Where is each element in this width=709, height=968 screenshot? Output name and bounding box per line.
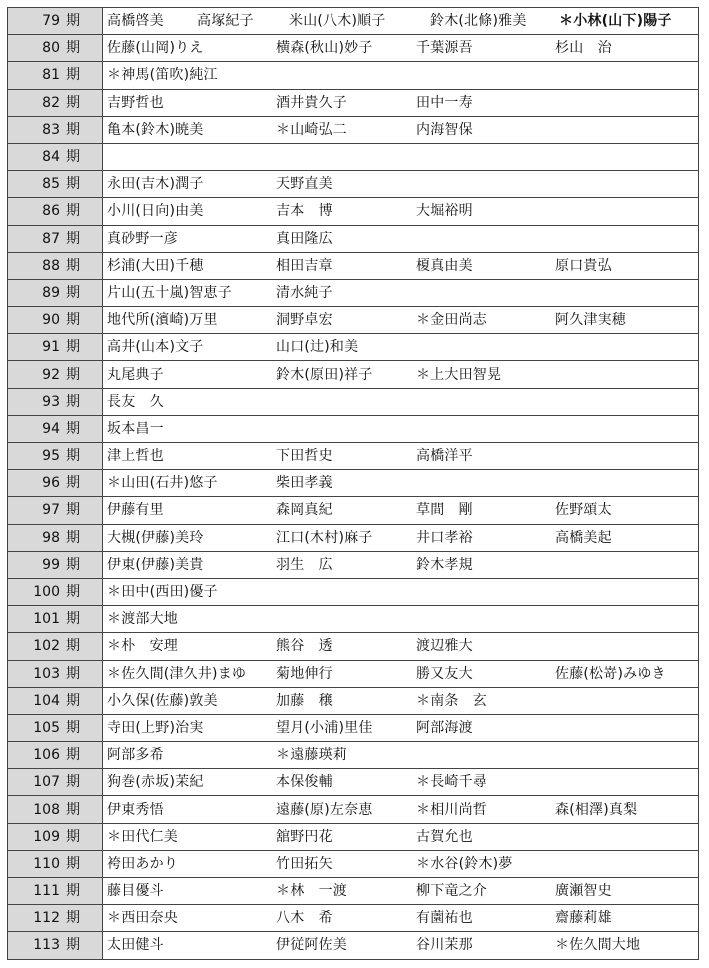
- member-name: 山口(辻)和美: [276, 339, 359, 356]
- period-number: 90: [42, 312, 60, 329]
- names-cell: [103, 443, 699, 470]
- period-number: 108: [33, 801, 60, 818]
- period-number: 101: [33, 611, 60, 628]
- names-cell: [103, 714, 699, 741]
- names-cell: [103, 171, 699, 198]
- table-row: [8, 198, 699, 225]
- member-table-body: [8, 8, 699, 960]
- member-name: ＊佐久間大地: [555, 937, 641, 954]
- names-cell: [103, 8, 699, 35]
- member-name: 井口孝裕: [416, 529, 473, 546]
- period-number: 86: [42, 203, 60, 220]
- member-name: 羽生 広: [276, 556, 333, 573]
- period-suffix: 期: [66, 774, 80, 791]
- table-row: [8, 89, 699, 116]
- period-number: 88: [42, 257, 60, 274]
- period-cell: [8, 443, 103, 470]
- period-cell: [8, 687, 103, 714]
- member-name-highlighted: ＊小林(山下)陽子: [559, 13, 672, 30]
- names-cell: [103, 307, 699, 334]
- table-row: [8, 578, 699, 605]
- table-row: [8, 606, 699, 633]
- period-suffix: 期: [66, 339, 80, 356]
- member-name: 伊藤有里: [107, 502, 164, 519]
- member-name: ＊田代仁美: [107, 828, 178, 845]
- member-name: 真田隆広: [276, 230, 333, 247]
- period-suffix: 期: [66, 584, 80, 601]
- period-suffix: 期: [66, 366, 80, 383]
- member-name: 谷川茉那: [416, 937, 473, 954]
- table-row: [8, 660, 699, 687]
- period-suffix: 期: [66, 448, 80, 465]
- table-row: [8, 62, 699, 89]
- member-name: 佐野頌太: [555, 502, 612, 519]
- member-name: 丸尾典子: [107, 366, 164, 383]
- member-name: 杉浦(大田)千穂: [107, 257, 204, 274]
- names-cell: [103, 551, 699, 578]
- period-cell: [8, 470, 103, 497]
- member-name: ＊神馬(笛吹)純江: [107, 67, 218, 84]
- member-name: ＊佐久間(津久井)まゆ: [107, 665, 247, 682]
- period-number: 98: [42, 529, 60, 546]
- period-cell: [8, 578, 103, 605]
- member-name: 坂本昌一: [107, 420, 164, 437]
- period-number: 109: [33, 828, 60, 845]
- member-name: 渡辺雅大: [416, 638, 473, 655]
- period-cell: [8, 89, 103, 116]
- member-name: ＊上大田智晃: [416, 366, 502, 383]
- period-number: 80: [42, 40, 60, 57]
- period-cell: [8, 551, 103, 578]
- member-name: 清水純子: [276, 284, 333, 301]
- table-row: [8, 714, 699, 741]
- period-number: 112: [33, 910, 60, 927]
- member-name: 鈴木(北條)雅美: [430, 13, 527, 30]
- table-row: [8, 279, 699, 306]
- member-name: 勝又友大: [416, 665, 473, 682]
- period-suffix: 期: [66, 828, 80, 845]
- period-cell: [8, 714, 103, 741]
- period-number: 93: [42, 393, 60, 410]
- member-name: 柴田孝義: [276, 475, 333, 492]
- member-name: ＊朴 安理: [107, 638, 178, 655]
- period-cell: [8, 334, 103, 361]
- member-name: 天野直美: [276, 176, 333, 193]
- names-cell: [103, 524, 699, 551]
- period-cell: [8, 8, 103, 35]
- names-cell: [103, 742, 699, 769]
- names-cell: [103, 633, 699, 660]
- period-cell: [8, 252, 103, 279]
- member-name: 伊従阿佐美: [276, 937, 347, 954]
- period-cell: [8, 524, 103, 551]
- names-cell: [103, 35, 699, 62]
- member-name: 竹田拓矢: [276, 855, 333, 872]
- period-cell: [8, 388, 103, 415]
- member-name: 阿部海渡: [416, 719, 473, 736]
- names-cell: [103, 62, 699, 89]
- names-cell: [103, 361, 699, 388]
- member-name: 米山(八木)順子: [289, 13, 386, 30]
- period-cell: [8, 769, 103, 796]
- period-cell: [8, 497, 103, 524]
- period-cell: [8, 171, 103, 198]
- member-name: 横森(秋山)妙子: [276, 40, 373, 57]
- table-row: [8, 850, 699, 877]
- period-suffix: 期: [66, 529, 80, 546]
- period-number: 83: [42, 121, 60, 138]
- member-name: 鈴木孝規: [416, 556, 473, 573]
- member-name: 永田(吉木)潤子: [107, 176, 204, 193]
- period-suffix: 期: [66, 176, 80, 193]
- period-suffix: 期: [66, 502, 80, 519]
- period-suffix: 期: [66, 910, 80, 927]
- period-cell: [8, 905, 103, 932]
- table-row: [8, 388, 699, 415]
- member-name: ＊山崎弘二: [276, 121, 347, 138]
- member-name: 高橋洋平: [416, 448, 473, 465]
- member-name: ＊田中(西田)優子: [107, 584, 218, 601]
- member-name: 太田健斗: [107, 937, 164, 954]
- names-cell: [103, 470, 699, 497]
- member-name: 榎真由美: [416, 257, 473, 274]
- period-suffix: 期: [66, 94, 80, 111]
- period-suffix: 期: [66, 393, 80, 410]
- names-cell: [103, 823, 699, 850]
- period-number: 99: [42, 556, 60, 573]
- member-name: 長友 久: [107, 393, 164, 410]
- period-suffix: 期: [66, 883, 80, 900]
- period-cell: [8, 307, 103, 334]
- table-row: [8, 905, 699, 932]
- period-cell: [8, 361, 103, 388]
- period-suffix: 期: [66, 312, 80, 329]
- period-number: 87: [42, 230, 60, 247]
- table-row: [8, 769, 699, 796]
- period-cell: [8, 742, 103, 769]
- member-name: 洞野卓宏: [276, 312, 333, 329]
- table-row: [8, 878, 699, 905]
- member-name: 八木 希: [276, 910, 333, 927]
- period-suffix: 期: [66, 203, 80, 220]
- period-cell: [8, 932, 103, 959]
- table-row: [8, 225, 699, 252]
- names-cell: [103, 878, 699, 905]
- table-row: [8, 633, 699, 660]
- period-cell: [8, 415, 103, 442]
- period-cell: [8, 850, 103, 877]
- member-name: 伊東秀悟: [107, 801, 164, 818]
- names-cell: [103, 578, 699, 605]
- period-number: 113: [33, 937, 60, 954]
- table-row: [8, 415, 699, 442]
- period-suffix: 期: [66, 257, 80, 274]
- names-cell: [103, 606, 699, 633]
- member-name: 小川(日向)由美: [107, 203, 204, 220]
- member-name: ＊南条 玄: [416, 692, 487, 709]
- table-row: [8, 497, 699, 524]
- period-suffix: 期: [66, 611, 80, 628]
- table-row: [8, 116, 699, 143]
- names-cell: [103, 334, 699, 361]
- table-row: [8, 171, 699, 198]
- period-suffix: 期: [66, 692, 80, 709]
- period-cell: [8, 116, 103, 143]
- period-suffix: 期: [66, 556, 80, 573]
- table-row: [8, 143, 699, 170]
- member-name: 佐藤(松嵜)みゆき: [555, 665, 666, 682]
- period-number: 104: [33, 692, 60, 709]
- member-name: ＊相川尚哲: [416, 801, 487, 818]
- table-row: [8, 334, 699, 361]
- member-name: ＊山田(石井)悠子: [107, 475, 218, 492]
- period-cell: [8, 143, 103, 170]
- member-table-container: [7, 7, 699, 960]
- period-suffix: 期: [66, 937, 80, 954]
- names-cell: [103, 796, 699, 823]
- member-name: 寺田(上野)治実: [107, 719, 204, 736]
- member-name: 大堀裕明: [416, 203, 473, 220]
- period-suffix: 期: [66, 121, 80, 138]
- period-number: 84: [42, 149, 60, 166]
- period-cell: [8, 35, 103, 62]
- period-number: 85: [42, 176, 60, 193]
- names-cell: [103, 415, 699, 442]
- member-name: 阿部多希: [107, 747, 164, 764]
- member-name: ＊水谷(鈴木)夢: [416, 855, 513, 872]
- table-row: [8, 8, 699, 35]
- names-cell: [103, 89, 699, 116]
- names-cell: [103, 687, 699, 714]
- member-name: 田中一寿: [416, 94, 473, 111]
- names-cell: [103, 905, 699, 932]
- member-name: 草間 剛: [416, 502, 473, 519]
- names-cell: [103, 198, 699, 225]
- period-number: 100: [33, 584, 60, 601]
- table-row: [8, 823, 699, 850]
- period-suffix: 期: [66, 747, 80, 764]
- period-suffix: 期: [66, 284, 80, 301]
- period-suffix: 期: [66, 230, 80, 247]
- period-cell: [8, 606, 103, 633]
- table-row: [8, 307, 699, 334]
- member-name: 千葉源吾: [416, 40, 473, 57]
- member-name: 杉山 治: [555, 40, 612, 57]
- period-number: 97: [42, 502, 60, 519]
- names-cell: [103, 850, 699, 877]
- names-cell: [103, 252, 699, 279]
- names-cell: [103, 116, 699, 143]
- member-name: 本保俊輔: [276, 774, 333, 791]
- member-name: 遠藤(原)左奈恵: [276, 801, 373, 818]
- member-name: 江口(木村)麻子: [276, 529, 373, 546]
- member-name: 廣瀬智史: [555, 883, 612, 900]
- member-name: ＊西田奈央: [107, 910, 178, 927]
- period-number: 105: [33, 719, 60, 736]
- member-name: 高橋美起: [555, 529, 612, 546]
- names-cell: [103, 279, 699, 306]
- member-name: 高橋啓美: [107, 13, 164, 30]
- member-name: 森岡真紀: [276, 502, 333, 519]
- member-name: 熊谷 透: [276, 638, 333, 655]
- member-name: 鈴木(原田)祥子: [276, 366, 373, 383]
- period-number: 111: [33, 883, 60, 900]
- member-name: 吉本 博: [276, 203, 333, 220]
- member-name: 大槻(伊藤)美玲: [107, 529, 204, 546]
- member-name: 高塚紀子: [197, 13, 254, 30]
- period-number: 82: [42, 94, 60, 111]
- names-cell: [103, 660, 699, 687]
- table-row: [8, 551, 699, 578]
- names-cell: [103, 497, 699, 524]
- member-name: 舘野円花: [276, 828, 333, 845]
- table-row: [8, 796, 699, 823]
- names-cell: [103, 388, 699, 415]
- member-name: 原口貴弘: [555, 257, 612, 274]
- member-name: 望月(小浦)里佳: [276, 719, 373, 736]
- period-suffix: 期: [66, 149, 80, 166]
- period-number: 96: [42, 475, 60, 492]
- table-row: [8, 443, 699, 470]
- member-name: 高井(山本)文子: [107, 339, 204, 356]
- member-name: 亀本(鈴木)暁美: [107, 121, 204, 138]
- table-row: [8, 361, 699, 388]
- period-number: 102: [33, 638, 60, 655]
- period-suffix: 期: [66, 719, 80, 736]
- period-suffix: 期: [66, 13, 80, 30]
- member-name: 菊地伸行: [276, 665, 333, 682]
- period-cell: [8, 878, 103, 905]
- period-number: 89: [42, 284, 60, 301]
- member-name: 阿久津実穂: [555, 312, 626, 329]
- period-number: 95: [42, 448, 60, 465]
- period-number: 92: [42, 366, 60, 383]
- period-cell: [8, 660, 103, 687]
- period-suffix: 期: [66, 855, 80, 872]
- member-name: 森(相澤)真梨: [555, 801, 638, 818]
- table-row: [8, 524, 699, 551]
- period-cell: [8, 198, 103, 225]
- member-name: 下田哲史: [276, 448, 333, 465]
- member-name: 伊東(伊藤)美貴: [107, 556, 204, 573]
- period-cell: [8, 279, 103, 306]
- period-number: 106: [33, 747, 60, 764]
- period-suffix: 期: [66, 801, 80, 818]
- member-name: 佐藤(山岡)りえ: [107, 40, 204, 57]
- member-name: 吉野哲也: [107, 94, 164, 111]
- period-cell: [8, 823, 103, 850]
- period-suffix: 期: [66, 475, 80, 492]
- member-name: 片山(五十嵐)智恵子: [107, 284, 232, 301]
- period-number: 79: [42, 13, 60, 30]
- period-cell: [8, 62, 103, 89]
- member-table: [7, 7, 699, 960]
- member-name: 内海智保: [416, 121, 473, 138]
- member-name: ＊金田尚志: [416, 312, 487, 329]
- member-name: 齋藤莉雄: [555, 910, 612, 927]
- table-row: [8, 687, 699, 714]
- member-name: 狗巻(赤坂)茉紀: [107, 774, 204, 791]
- period-number: 81: [42, 67, 60, 84]
- member-name: ＊林 一渡: [276, 883, 347, 900]
- table-row: [8, 252, 699, 279]
- names-cell: [103, 143, 699, 170]
- member-name: 相田吉章: [276, 257, 333, 274]
- member-name: 加藤 穣: [276, 692, 333, 709]
- period-number: 110: [33, 855, 60, 872]
- period-number: 103: [33, 665, 60, 682]
- table-row: [8, 932, 699, 959]
- member-name: 小久保(佐藤)敦美: [107, 692, 218, 709]
- names-cell: [103, 932, 699, 959]
- period-cell: [8, 796, 103, 823]
- names-cell: [103, 225, 699, 252]
- table-row: [8, 742, 699, 769]
- period-suffix: 期: [66, 665, 80, 682]
- member-name: 酒井貴久子: [276, 94, 347, 111]
- period-number: 94: [42, 420, 60, 437]
- period-number: 91: [42, 339, 60, 356]
- member-name: ＊遠藤瑛莉: [276, 747, 347, 764]
- member-name: 有薗祐也: [416, 910, 473, 927]
- member-name: 真砂野一彦: [107, 230, 178, 247]
- member-name: 袴田あかり: [107, 855, 178, 872]
- period-suffix: 期: [66, 67, 80, 84]
- table-row: [8, 35, 699, 62]
- period-suffix: 期: [66, 420, 80, 437]
- member-name: 柳下竜之介: [416, 883, 487, 900]
- period-cell: [8, 225, 103, 252]
- member-name: ＊渡部大地: [107, 611, 178, 628]
- period-cell: [8, 633, 103, 660]
- period-suffix: 期: [66, 40, 80, 57]
- member-name: ＊長崎千尋: [416, 774, 487, 791]
- member-name: 津上哲也: [107, 448, 164, 465]
- table-row: [8, 470, 699, 497]
- member-name: 地代所(濱崎)万里: [107, 312, 218, 329]
- period-number: 107: [33, 774, 60, 791]
- period-suffix: 期: [66, 638, 80, 655]
- member-name: 藤目優斗: [107, 883, 164, 900]
- names-cell: [103, 769, 699, 796]
- member-name: 古賀允也: [416, 828, 473, 845]
